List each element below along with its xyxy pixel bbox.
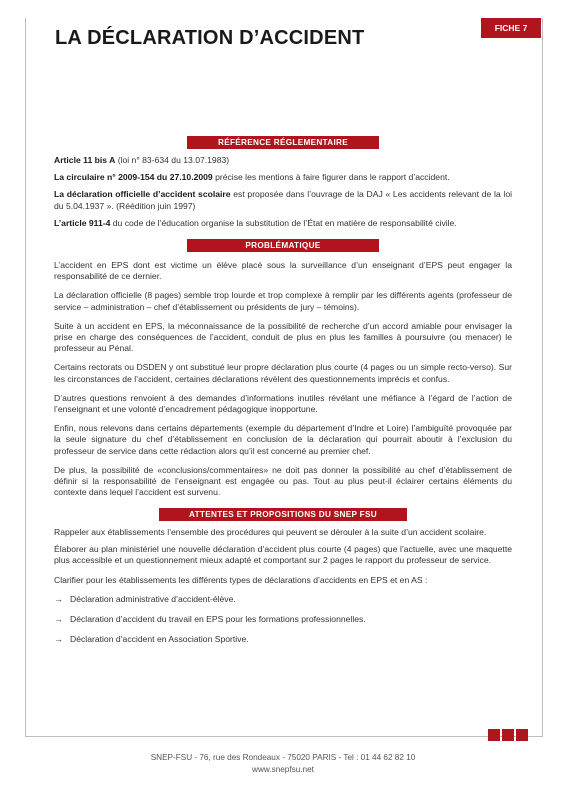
footer-address: SNEP-FSU - 76, rue des Rondeaux - 75020 PARIS - Tel : 01 44 62 82 10 [150,753,416,762]
attentes-list [54,594,512,645]
reference-paragraph [54,172,512,183]
list-item-label: Déclaration d’accident en Association Sportive. [70,634,249,645]
fiche-badge: FICHE 7 [481,18,541,38]
footer-website[interactable]: www.snepfsu.net [252,765,314,774]
reference-text: du code de l’éducation organise la substitution de l’État en matière de responsabilité civile. [110,217,457,228]
square-icon [488,729,500,741]
problematique-paragraph: La déclaration officielle (8 pages) semble trop lourde et trop complexe à remplir par les différents agents (professeur de service – administration – chef d’établissement ou présidents de jury – témoins). [54,290,512,312]
attentes-paragraph: Clarifier pour les établissements les différents types de déclarations d’accidents en EPS et en AS : [54,575,428,586]
page-title: LA DÉCLARATION D’ACCIDENT [55,27,365,49]
reference-text: précise les mentions à faire figurer dans le rapport d’accident. [212,172,450,183]
problematique-section [54,260,512,498]
main-content [54,136,512,645]
attentes-paragraph: Rappeler aux établissements l’ensemble des procédures qui peuvent se dérouler à la suite d’un accident scolaire. [54,527,487,538]
list-item [54,594,512,605]
attentes-paragraph: Élaborer au plan ministériel une nouvelle déclaration d’accident plus courte (4 pages) que l’actuelle, avec une maquette plus accessible et un questionnement mieux adapté et comportant sur 2 pages le rapport du professeur de service. [54,543,512,565]
section-heading-reference: RÉFÉRENCE RÉGLEMENTAIRE [187,136,379,149]
reference-section [54,155,512,229]
reference-bold: L’article 911-4 [54,217,111,228]
arrow-right-icon: → [54,614,63,625]
reference-paragraph [54,218,512,229]
problematique-paragraph: Suite à un accident en EPS, la méconnaissance de la possibilité de recherche d’un accord amiable pour envisager la prise en charge des conséquences de l’accident, conduit de plus en plus les familles à poursuivre (ou menacer) le professeur au Pénal. [54,320,512,354]
arrow-right-icon: → [54,594,63,605]
list-item-label: Déclaration d’accident du travail en EPS pour les formations professionnelles. [70,614,366,625]
reference-text: (loi n° 83-634 du 13.07.1983) [115,155,230,165]
square-icon [516,729,528,741]
reference-bold: La circulaire n° 2009-154 du 27.10.2009 [54,172,213,183]
reference-bold: La déclaration officielle d’accident scolaire [54,189,231,200]
list-item [54,614,512,625]
problematique-paragraph: De plus, la possibilité de «conclusions/commentaires» ne doit pas donner la possibilité au chef d’établissement de définir si la responsabilité de l’enseignant est engagée ou pas. Tout au plus peut-il éclairer certains éléments du contexte dans lequel l’accident est survenu. [54,464,512,498]
section-heading-attentes: ATTENTES ET PROPOSITIONS DU SNEP FSU [159,508,407,521]
problematique-paragraph: Certains rectorats ou DSDEN y ont substitué leur propre déclaration plus courte (4 pages ou un simple recto-verso). Sur les circonstances de l’accident, certaines déclarations révèlent des questionnements imprécis et confus. [54,362,512,384]
problematique-paragraph: L’accident en EPS dont est victime un élève placé sous la surveillance d’un enseignant d’EPS peut engager la responsabilité de ce dernier. [54,260,512,282]
reference-text: est proposée dans l’ouvrage de la DAJ « Les accidents relevant de la loi du 5.04.1937 ». (Réédition juin 1997) [54,189,513,211]
problematique-paragraph: D’autres questions renvoient à des demandes d’informations inutiles révélant une méfiance à l’égard de l’action de l’enseignant et une volonté d’encadrement pédagogique inopportune. [54,392,512,415]
square-icon [502,729,514,741]
list-item [54,634,512,645]
reference-bold: Article 11 bis A [54,155,116,165]
section-heading-problematique: PROBLÉMATIQUE [187,239,379,252]
problematique-paragraph: Enfin, nous relevons dans certains départements (exemple du département d’Indre et Loire) l’ambiguïté provoquée par la seule signature du chef d’établissement en conclusion de la déclaration qui pourrait aboutir à l’exclusion du professeur de service dans cette rédaction alors qu’il est concerné au premier chef. [54,423,512,456]
reference-paragraph [54,155,512,166]
list-item-label: Déclaration administrative d’accident-élève. [70,594,236,605]
attentes-section [54,527,512,645]
decorative-squares [488,729,528,741]
arrow-right-icon: → [54,634,63,645]
reference-paragraph [54,189,512,211]
